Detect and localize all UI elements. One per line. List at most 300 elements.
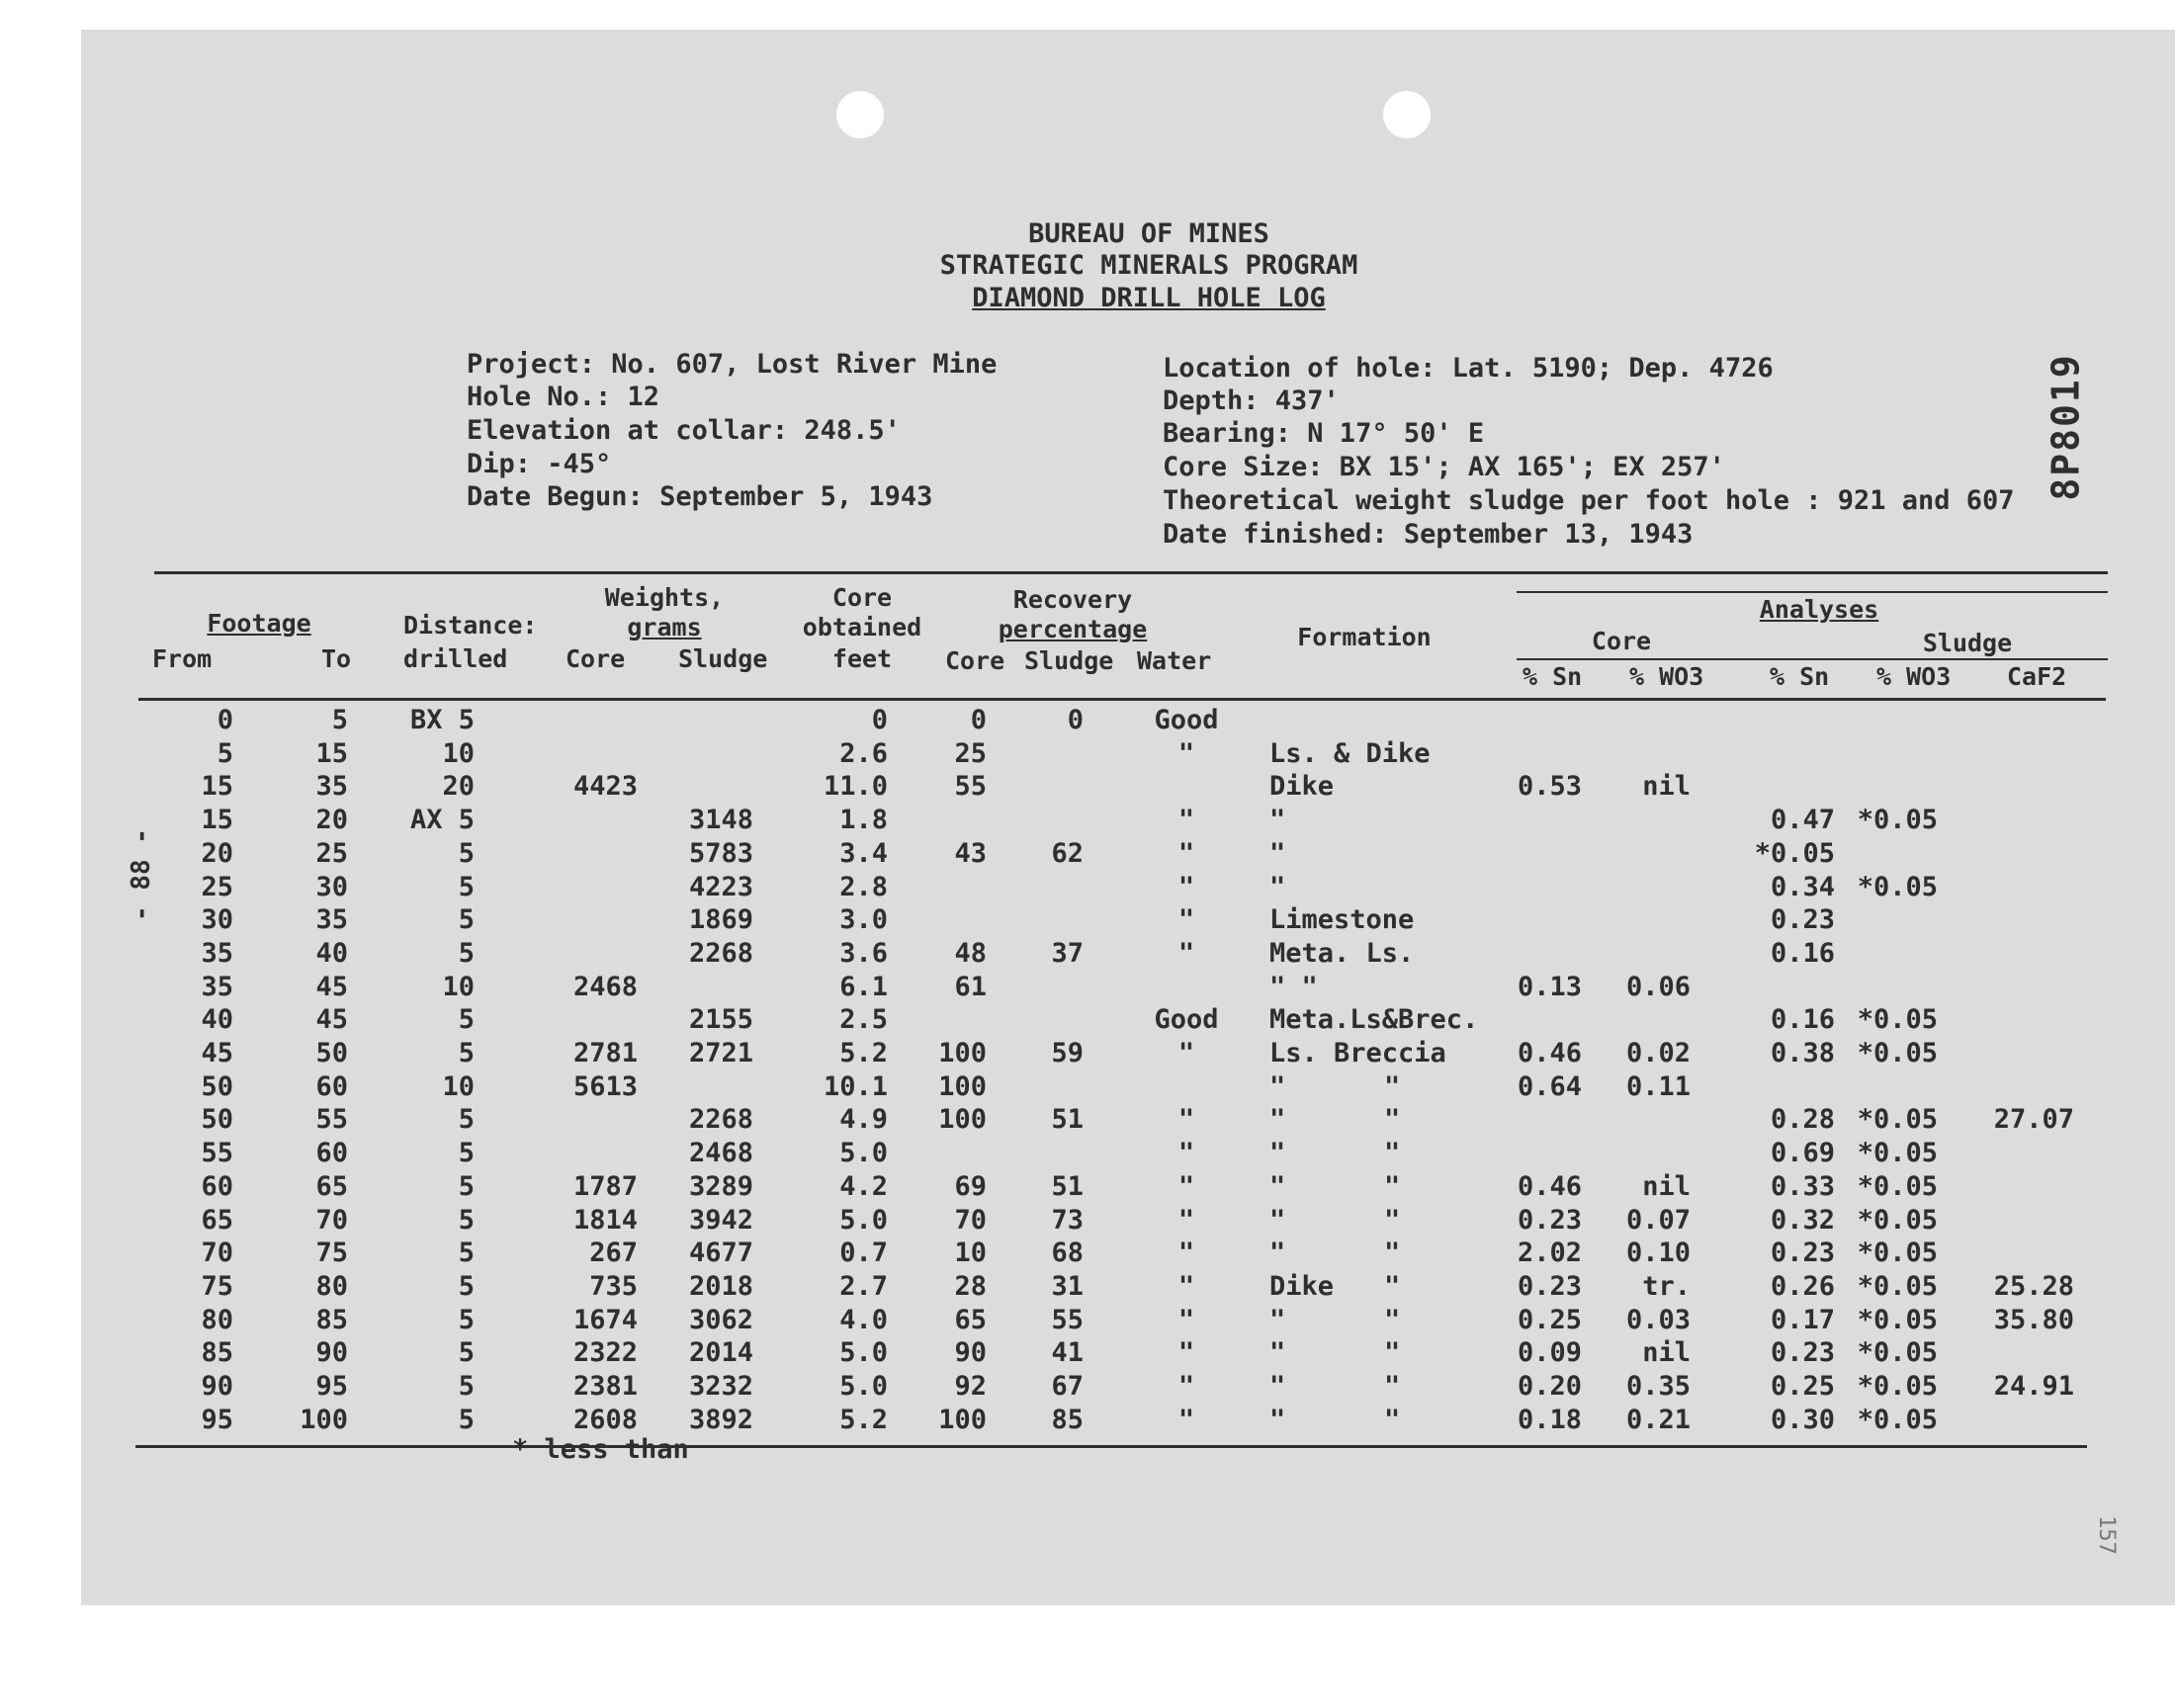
cell-dist: 5 (458, 1104, 475, 1135)
cell-from: 15 (201, 771, 233, 802)
cell-water: " (1177, 1371, 1195, 1402)
cell-rsludge: 31 (1051, 1271, 1084, 1302)
cell-water: " (1177, 1405, 1195, 1435)
hdr-grams: grams (627, 613, 702, 641)
cell-rsludge: 62 (1051, 838, 1084, 869)
cell-csn: 0.20 (1517, 1371, 1582, 1402)
cell-swo: *0.05 (1857, 805, 1938, 835)
cell-wsludge: 2155 (688, 1004, 753, 1035)
hdr-core-wo3: % WO3 (1629, 662, 1704, 691)
cell-from: 30 (201, 904, 233, 935)
cell-water: " (1177, 1205, 1195, 1236)
cell-to: 95 (315, 1371, 348, 1402)
cell-to: 35 (315, 904, 348, 935)
cell-wsludge: 4677 (688, 1238, 753, 1268)
cell-from: 70 (201, 1238, 233, 1268)
info-project: Project: No. 607, Lost River Mine (467, 349, 998, 380)
cell-rcore: 48 (954, 938, 987, 969)
cell-csn: 2.02 (1517, 1238, 1582, 1268)
cell-dist: 5 (458, 1305, 475, 1335)
cell-dist: AX 5 (409, 805, 475, 835)
cell-cobt: 0.7 (839, 1238, 888, 1268)
hdr-recovery-sludge: Sludge (1024, 646, 1114, 675)
cell-water: " (1177, 1138, 1195, 1168)
cell-to: 60 (315, 1138, 348, 1168)
cell-ssn: *0.05 (1754, 838, 1835, 869)
cell-rsludge: 59 (1051, 1038, 1084, 1068)
cell-to: 55 (315, 1104, 348, 1135)
cell-wcore: 2781 (572, 1038, 638, 1068)
hdr-weight-core: Core (566, 644, 626, 673)
cell-rcore: 55 (954, 771, 987, 802)
cell-cobt: 2.8 (839, 872, 888, 902)
cell-from: 50 (201, 1104, 233, 1135)
hdr-sludge-wo3: % WO3 (1876, 662, 1952, 691)
hdr-recovery: Recovery (1012, 585, 1133, 614)
cell-cobt: 5.0 (839, 1205, 888, 1236)
cell-cwo: 0.21 (1625, 1405, 1691, 1435)
cell-rsludge: 0 (1067, 705, 1084, 735)
info-date-begun: Date Begun: September 5, 1943 (467, 481, 933, 512)
cell-ssn: 0.38 (1770, 1038, 1835, 1068)
cell-ssn: 0.25 (1770, 1371, 1835, 1402)
cell-form: " (1269, 872, 1286, 902)
cell-from: 60 (201, 1171, 233, 1202)
info-theoretical-weight: Theoretical weight sludge per foot hole : 921 and 607 (1163, 485, 2015, 516)
cell-dist: 5 (458, 1004, 475, 1035)
cell-water: " (1177, 1238, 1195, 1268)
cell-cobt: 2.5 (839, 1004, 888, 1035)
cell-cobt: 4.9 (839, 1104, 888, 1135)
cell-from: 20 (201, 838, 233, 869)
cell-dist: 5 (458, 1405, 475, 1435)
cell-dist: 10 (442, 972, 475, 1002)
cell-swo: *0.05 (1857, 1337, 1938, 1368)
hdr-analyses-sludge: Sludge (1922, 629, 2013, 657)
cell-cwo: 0.06 (1625, 972, 1691, 1002)
cell-csn: 0.23 (1517, 1205, 1582, 1236)
cell-swo: *0.05 (1857, 1305, 1938, 1335)
cell-ssn: 0.16 (1770, 1004, 1835, 1035)
cell-rsludge: 85 (1051, 1405, 1084, 1435)
cell-swo: *0.05 (1857, 1371, 1938, 1402)
cell-wsludge: 2268 (688, 1104, 753, 1135)
cell-dist: 5 (458, 1371, 475, 1402)
cell-wcore: 735 (589, 1271, 638, 1302)
cell-csn: 0.13 (1517, 972, 1582, 1002)
cell-from: 65 (201, 1205, 233, 1236)
cell-to: 25 (315, 838, 348, 869)
cell-caf: 25.28 (1993, 1271, 2074, 1302)
cell-csn: 0.09 (1517, 1337, 1582, 1368)
cell-ssn: 0.34 (1770, 872, 1835, 902)
cell-rsludge: 37 (1051, 938, 1084, 969)
hdr-core-sn: % Sn (1522, 662, 1583, 691)
cell-rcore: 70 (954, 1205, 987, 1236)
cell-swo: *0.05 (1857, 1171, 1938, 1202)
cell-form: " (1269, 1405, 1286, 1435)
cell-from: 35 (201, 972, 233, 1002)
cell-csn: 0.23 (1517, 1271, 1582, 1302)
hdr-formation: Formation (1297, 623, 1432, 651)
punch-hole-left (836, 91, 884, 138)
cell-dist: 5 (458, 938, 475, 969)
cell-dist: 5 (458, 1038, 475, 1068)
cell-ssn: 0.17 (1770, 1305, 1835, 1335)
cell-rcore: 43 (954, 838, 987, 869)
cell-rcore: 100 (938, 1071, 987, 1102)
cell-cwo: nil (1642, 1171, 1691, 1202)
cell-swo: *0.05 (1857, 1038, 1938, 1068)
cell-water: " (1177, 738, 1195, 769)
cell-cobt: 3.6 (839, 938, 888, 969)
cell-wsludge: 5783 (688, 838, 753, 869)
cell-form2: " (1384, 1405, 1401, 1435)
cell-form: " (1269, 1104, 1286, 1135)
hdr-caf2: CaF2 (2007, 662, 2067, 691)
punch-hole-right (1383, 91, 1431, 138)
info-dip: Dip: -45° (467, 449, 612, 479)
cell-wsludge: 2014 (688, 1337, 753, 1368)
cell-cobt: 3.0 (839, 904, 888, 935)
corner-page-number: 157 (2093, 1515, 2119, 1555)
cell-rsludge: 51 (1051, 1104, 1084, 1135)
cell-ssn: 0.16 (1770, 938, 1835, 969)
cell-rcore: 100 (938, 1038, 987, 1068)
cell-swo: *0.05 (1857, 872, 1938, 902)
cell-dist: 5 (458, 1337, 475, 1368)
hdr-weight-sludge: Sludge (678, 644, 768, 673)
footnote: * less than (512, 1434, 689, 1465)
cell-wcore: 1814 (572, 1205, 638, 1236)
cell-form: Ls. & Dike (1269, 738, 1431, 769)
cell-form2: " (1384, 1138, 1401, 1168)
cell-wsludge: 2268 (688, 938, 753, 969)
cell-csn: 0.25 (1517, 1305, 1582, 1335)
cell-wsludge: 3062 (688, 1305, 753, 1335)
cell-from: 90 (201, 1371, 233, 1402)
cell-cobt: 6.1 (839, 972, 888, 1002)
cell-ssn: 0.32 (1770, 1205, 1835, 1236)
cell-wcore: 1787 (572, 1171, 638, 1202)
cell-to: 20 (315, 805, 348, 835)
cell-wcore: 2381 (572, 1371, 638, 1402)
hdr-footage: Footage (207, 609, 311, 638)
cell-to: 85 (315, 1305, 348, 1335)
cell-cobt: 0 (871, 705, 888, 735)
title-line-3: DIAMOND DRILL HOLE LOG (972, 283, 1326, 313)
cell-water: " (1177, 1038, 1195, 1068)
cell-from: 40 (201, 1004, 233, 1035)
cell-form: Meta.Ls&Brec. (1269, 1004, 1479, 1035)
cell-cwo: nil (1642, 771, 1691, 802)
cell-ssn: 0.23 (1770, 1337, 1835, 1368)
cell-dist: 5 (458, 1171, 475, 1202)
analyses-sub-rule (1517, 658, 2108, 660)
cell-dist: 5 (458, 872, 475, 902)
cell-rcore: 69 (954, 1171, 987, 1202)
cell-wsludge: 2721 (688, 1038, 753, 1068)
cell-to: 40 (315, 938, 348, 969)
cell-rcore: 65 (954, 1305, 987, 1335)
cell-water: " (1177, 1104, 1195, 1135)
cell-dist: 5 (458, 1205, 475, 1236)
cell-to: 35 (315, 771, 348, 802)
cell-cobt: 5.0 (839, 1371, 888, 1402)
cell-wsludge: 2468 (688, 1138, 753, 1168)
cell-from: 55 (201, 1138, 233, 1168)
cell-ssn: 0.28 (1770, 1104, 1835, 1135)
info-elevation: Elevation at collar: 248.5' (467, 415, 901, 446)
cell-form: " (1269, 1071, 1286, 1102)
cell-wcore: 2608 (572, 1405, 638, 1435)
cell-csn: 0.53 (1517, 771, 1582, 802)
hdr-recovery-core: Core (945, 646, 1005, 675)
cell-cobt: 4.0 (839, 1305, 888, 1335)
cell-form: " (1269, 838, 1286, 869)
cell-rcore: 92 (954, 1371, 987, 1402)
cell-wsludge: 2018 (688, 1271, 753, 1302)
cell-rcore: 25 (954, 738, 987, 769)
cell-from: 95 (201, 1405, 233, 1435)
cell-cwo: 0.07 (1625, 1205, 1691, 1236)
cell-to: 100 (300, 1405, 348, 1435)
cell-from: 50 (201, 1071, 233, 1102)
cell-from: 35 (201, 938, 233, 969)
info-core-size: Core Size: BX 15'; AX 165'; EX 257' (1163, 452, 1725, 482)
cell-form2: " (1384, 1205, 1401, 1236)
cell-dist: 5 (458, 1138, 475, 1168)
cell-cobt: 2.7 (839, 1271, 888, 1302)
cell-swo: *0.05 (1857, 1138, 1938, 1168)
cell-dist: 20 (442, 771, 475, 802)
cell-dist: 5 (458, 838, 475, 869)
cell-wsludge: 3289 (688, 1171, 753, 1202)
cell-rsludge: 41 (1051, 1337, 1084, 1368)
cell-water: " (1177, 1171, 1195, 1202)
cell-form: Meta. Ls. (1269, 938, 1415, 969)
info-date-finished: Date finished: September 13, 1943 (1163, 519, 1694, 550)
cell-dist: 5 (458, 1271, 475, 1302)
cell-swo: *0.05 (1857, 1271, 1938, 1302)
hdr-sludge-sn: % Sn (1770, 662, 1830, 691)
cell-to: 80 (315, 1271, 348, 1302)
cell-cwo: 0.02 (1625, 1038, 1691, 1068)
info-location: Location of hole: Lat. 5190; Dep. 4726 (1163, 353, 1774, 384)
cell-wsludge: 4223 (688, 872, 753, 902)
cell-wcore: 2322 (572, 1337, 638, 1368)
cell-csn: 0.18 (1517, 1405, 1582, 1435)
cell-form2: " (1384, 1371, 1401, 1402)
cell-cobt: 5.0 (839, 1138, 888, 1168)
cell-cobt: 5.0 (839, 1337, 888, 1368)
cell-form: Dike (1269, 771, 1335, 802)
cell-from: 80 (201, 1305, 233, 1335)
cell-from: 75 (201, 1271, 233, 1302)
info-bearing: Bearing: N 17° 50' E (1163, 418, 1485, 449)
cell-to: 30 (315, 872, 348, 902)
cell-rsludge: 68 (1051, 1238, 1084, 1268)
hdr-distance: Distance: (403, 611, 538, 640)
cell-cwo: 0.03 (1625, 1305, 1691, 1335)
table-bottom-rule (135, 1445, 2087, 1448)
cell-form2: " (1384, 1271, 1401, 1302)
cell-water: " (1177, 904, 1195, 935)
cell-swo: *0.05 (1857, 1238, 1938, 1268)
cell-csn: 0.64 (1517, 1071, 1582, 1102)
cell-wsludge: 3232 (688, 1371, 753, 1402)
cell-to: 45 (315, 972, 348, 1002)
side-stamp: 8P8019 (2044, 353, 2088, 501)
hdr-drilled: drilled (403, 644, 508, 673)
cell-ssn: 0.23 (1770, 1238, 1835, 1268)
hdr-core-obtained-3: feet (831, 644, 893, 673)
hdr-analyses: Analyses (1759, 595, 1879, 624)
cell-cobt: 5.2 (839, 1038, 888, 1068)
cell-to: 50 (315, 1038, 348, 1068)
info-depth: Depth: 437' (1163, 385, 1340, 416)
cell-water: " (1177, 1305, 1195, 1335)
cell-to: 75 (315, 1238, 348, 1268)
cell-wsludge: 3892 (688, 1405, 753, 1435)
header-bottom-rule (138, 698, 2106, 701)
cell-ssn: 0.30 (1770, 1405, 1835, 1435)
cell-water: Good (1154, 1004, 1219, 1035)
cell-caf: 24.91 (1993, 1371, 2074, 1402)
cell-from: 15 (201, 805, 233, 835)
cell-rcore: 100 (938, 1104, 987, 1135)
cell-form: " (1269, 805, 1286, 835)
analyses-rule (1517, 591, 2108, 593)
cell-rsludge: 55 (1051, 1305, 1084, 1335)
cell-rcore: 0 (970, 705, 987, 735)
cell-cobt: 2.6 (839, 738, 888, 769)
cell-form2: " (1384, 1305, 1401, 1335)
cell-form: Dike (1269, 1271, 1335, 1302)
cell-from: 5 (217, 738, 233, 769)
cell-form2: " (1384, 1238, 1401, 1268)
cell-dist: 5 (458, 904, 475, 935)
cell-swo: *0.05 (1857, 1405, 1938, 1435)
cell-wcore: 267 (589, 1238, 638, 1268)
cell-rcore: 90 (954, 1337, 987, 1368)
cell-form: " " (1269, 972, 1318, 1002)
cell-dist: BX 5 (409, 705, 475, 735)
cell-from: 85 (201, 1337, 233, 1368)
hdr-weights: Weights, (604, 583, 725, 612)
title-line-2: STRATEGIC MINERALS PROGRAM (939, 250, 1358, 281)
cell-to: 90 (315, 1337, 348, 1368)
cell-to: 45 (315, 1004, 348, 1035)
cell-from: 25 (201, 872, 233, 902)
cell-form2: " (1384, 1337, 1401, 1368)
hdr-core-obtained-2: obtained (802, 613, 922, 641)
cell-form2: " (1384, 1171, 1401, 1202)
cell-dist: 5 (458, 1238, 475, 1268)
hdr-to: To (321, 644, 352, 673)
cell-water: " (1177, 1337, 1195, 1368)
cell-cobt: 4.2 (839, 1171, 888, 1202)
hdr-analyses-core: Core (1591, 627, 1652, 655)
cell-ssn: 0.47 (1770, 805, 1835, 835)
cell-rcore: 100 (938, 1405, 987, 1435)
info-hole-no: Hole No.: 12 (467, 382, 660, 412)
cell-water: " (1177, 938, 1195, 969)
hdr-percentage: percentage (998, 615, 1148, 643)
cell-water: " (1177, 1271, 1195, 1302)
cell-rcore: 61 (954, 972, 987, 1002)
cell-to: 70 (315, 1205, 348, 1236)
cell-form2: " (1384, 1071, 1401, 1102)
cell-from: 45 (201, 1038, 233, 1068)
cell-ssn: 0.69 (1770, 1138, 1835, 1168)
hdr-recovery-water: Water (1137, 646, 1212, 675)
hdr-from: From (152, 644, 213, 673)
cell-csn: 0.46 (1517, 1038, 1582, 1068)
cell-cobt: 10.1 (823, 1071, 888, 1102)
cell-dist: 10 (442, 1071, 475, 1102)
cell-cobt: 3.4 (839, 838, 888, 869)
cell-cwo: 0.11 (1625, 1071, 1691, 1102)
cell-form: " (1269, 1138, 1286, 1168)
cell-cobt: 5.2 (839, 1405, 888, 1435)
hdr-core-obtained-1: Core (831, 583, 893, 612)
cell-form: " (1269, 1305, 1286, 1335)
cell-ssn: 0.26 (1770, 1271, 1835, 1302)
cell-cobt: 1.8 (839, 805, 888, 835)
title-line-1: BUREAU OF MINES (1028, 218, 1269, 249)
cell-form: " (1269, 1238, 1286, 1268)
cell-to: 65 (315, 1171, 348, 1202)
cell-form: " (1269, 1337, 1286, 1368)
cell-wsludge: 1869 (688, 904, 753, 935)
header-top-rule (154, 571, 2108, 574)
cell-caf: 27.07 (1993, 1104, 2074, 1135)
cell-cwo: nil (1642, 1337, 1691, 1368)
cell-to: 15 (315, 738, 348, 769)
cell-swo: *0.05 (1857, 1205, 1938, 1236)
cell-water: " (1177, 838, 1195, 869)
cell-dist: 10 (442, 738, 475, 769)
cell-cobt: 11.0 (823, 771, 888, 802)
cell-from: 0 (217, 705, 233, 735)
cell-wsludge: 3148 (688, 805, 753, 835)
cell-ssn: 0.33 (1770, 1171, 1835, 1202)
cell-water: Good (1154, 705, 1219, 735)
cell-swo: *0.05 (1857, 1004, 1938, 1035)
cell-form: " (1269, 1205, 1286, 1236)
cell-ssn: 0.23 (1770, 904, 1835, 935)
cell-wsludge: 3942 (688, 1205, 753, 1236)
cell-wcore: 2468 (572, 972, 638, 1002)
cell-cwo: tr. (1642, 1271, 1691, 1302)
cell-wcore: 5613 (572, 1071, 638, 1102)
cell-form: Ls. Breccia (1269, 1038, 1446, 1068)
cell-wcore: 4423 (572, 771, 638, 802)
cell-wcore: 1674 (572, 1305, 638, 1335)
cell-form: " (1269, 1171, 1286, 1202)
cell-rcore: 10 (954, 1238, 987, 1268)
cell-to: 60 (315, 1071, 348, 1102)
cell-rsludge: 51 (1051, 1171, 1084, 1202)
cell-to: 5 (331, 705, 348, 735)
cell-csn: 0.46 (1517, 1171, 1582, 1202)
cell-caf: 35.80 (1993, 1305, 2074, 1335)
cell-cwo: 0.35 (1625, 1371, 1691, 1402)
cell-rcore: 28 (954, 1271, 987, 1302)
cell-water: " (1177, 805, 1195, 835)
margin-page-number: - 88 - (126, 828, 156, 921)
